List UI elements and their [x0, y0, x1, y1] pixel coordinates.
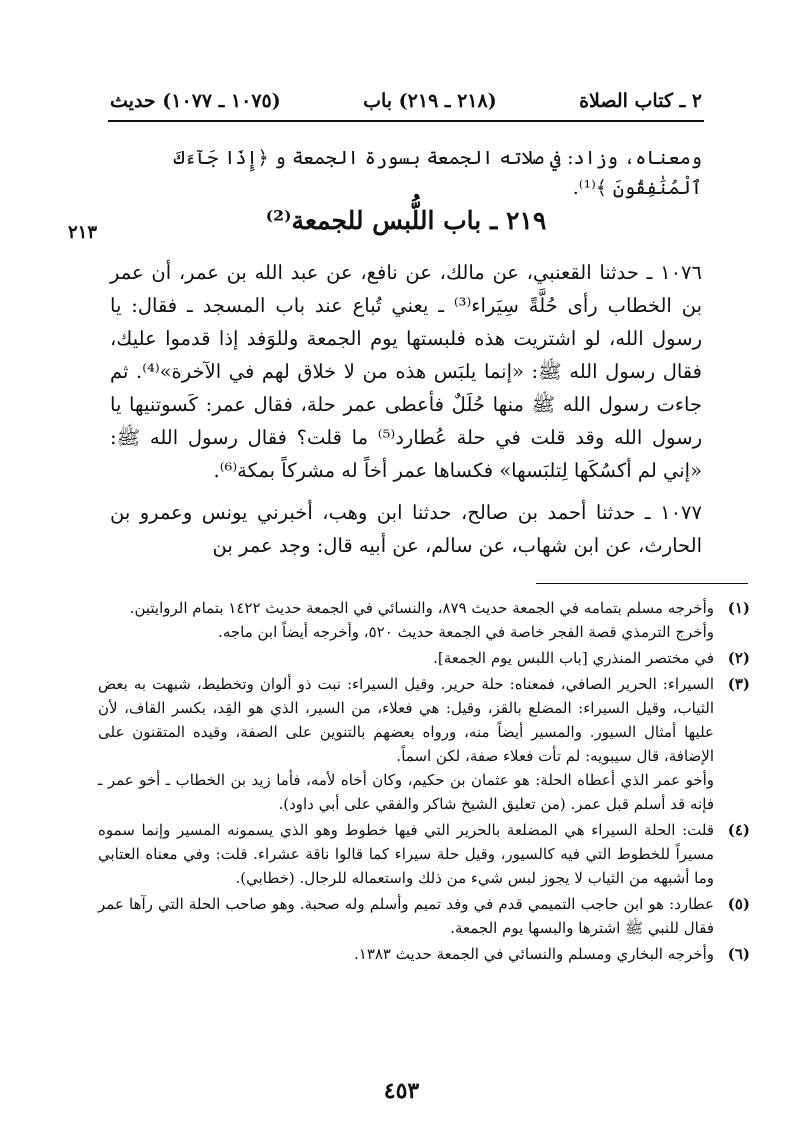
margin-number: ٢١٣: [68, 222, 98, 243]
footnote-text: وأخرج الترمذي قصة الفجر خاصة في الجمعة حديث ٥٢٠، وأخرجه أيضاً ابن ماجه.: [218, 623, 714, 641]
footnote-2: [98, 646, 750, 670]
footnote-number: (٥): [727, 895, 750, 913]
page-number: ٤٥٣: [383, 1078, 420, 1104]
footnote-3: [98, 672, 750, 816]
footnote-4: [98, 818, 750, 890]
footnote-6: [98, 942, 750, 966]
footnote-number: (٣): [727, 675, 750, 693]
footnote-divider: [536, 583, 748, 584]
section-title: ٢١٩ ـ باب اللُّبس للجمعة⁽²⁾: [265, 206, 547, 235]
footnote-text: قلت: الحلة السيراء هي المضلعة بالحرير التي فيها خطوط وهو الذي يسمونه المسير وإنما سموه مسيراً للخطوط التي فيه كالسيور، وقيل حلة سيراء كما قالوا ناقة عشراء. قلت: وفي معناه العتابي وما أشبهه من الثياب لا يجوز لبس شيء من ذلك واستعماله للرجال. (خطابي).: [98, 821, 714, 887]
footnote-text: عطارد: هو ابن حاجب التميمي قدم في وفد تميم وأسلم وله صحبة. وهو صاحب الحلة التي رآها عمر فقال للنبي ﷺ اشترها والبسها يوم الجمعة.: [98, 895, 714, 937]
hadith-1076: ١٠٧٦ ـ حدثنا القعنبي، عن مالك، عن نافع، عن عبد الله بن عمر، أن عمر بن الخطاب رأى حُلَّةً سِيَراء⁽³⁾ ـ يعني تُباع عند باب المسجد ـ فقال: يا رسول الله، لو اشتريت هذه فلبستها يوم الجمعة وللوَفد إذا قدموا عليك، فقال رسول الله ﷺ: «إنما يلبَس هذه من لا خلاق لهم في الآخرة»⁽⁴⁾. ثم جاءت رسول الله ﷺ منها حُلَلٌ فأعطى عمر حلة، فقال عمر: كَسوتنيها يا رسول الله وقد قلت في حلة عُطارد⁽⁵⁾ ما قلت؟ فقال رسول الله ﷺ: «إني لم أكسُكَها لِتلبَسها» فكساها عمر أخاً له مشركاً بمكة⁽⁶⁾.: [110, 261, 702, 482]
footnote-text: وأخو عمر الذي أعطاه الحلة: هو عثمان بن حكيم، وكان أخاه لأمه، فأما زيد بن الخطاب ـ أخو عمر ـ فإنه قد أسلم قبل عمر. (من تعليق الشيخ شاكر والفقي على أبي داود).: [98, 771, 714, 813]
header-divider: [108, 120, 704, 122]
footnote-number: (١): [727, 599, 750, 617]
footnote-number: (٤): [727, 821, 750, 839]
footnote-1: [98, 596, 750, 644]
footnote-text: وأخرجه مسلم بتمامه في الجمعة حديث ٨٧٩، والنسائي في الجمعة حديث ١٤٢٢ بتمام الروايتين.: [129, 599, 714, 617]
footnote-text: وأخرجه البخاري ومسلم والنسائي في الجمعة حديث ١٣٨٣.: [353, 945, 714, 963]
footnote-text: السيراء: الحرير الصافي، فمعناه: حلة حرير. وقيل السيراء: نبت ذو ألوان وتخطيط، شبهت به بعض الثياب، وقيل السيراء: المضلع بالقز، وقيل: هي فعلاء، من السير، الذي هو القِد، بكسر القاف، لأن عليها أمثال السيور. والمسير أيضاً منه، ورواه بعضهم بالتنوين على الصفة، وقيده المتقنون على الإضافة، قال سيبويه: لم تأت فعلاء صفة، لكن اسماً.: [98, 675, 714, 765]
header-book-title: ٢ ـ كتاب الصلاة: [579, 90, 702, 112]
running-header: [110, 86, 702, 116]
hadith-1077: ١٠٧٧ ـ حدثنا أحمد بن صالح، حدثنا ابن وهب، أخبرني يونس وعمرو بن الحارث، عن ابن شهاب، عن سالم، عن أبيه قال: وجد عمر بن: [110, 501, 702, 557]
header-chapter-range: (٢١٨ ـ ٢١٩) باب: [363, 90, 497, 112]
footnote-5: [98, 892, 750, 940]
footnote-number: (٢): [727, 649, 750, 667]
footnote-text: في مختصر المنذري [باب اللبس يوم الجمعة].: [433, 649, 714, 667]
footnotes: [98, 596, 750, 968]
footnote-number: (٦): [727, 945, 750, 963]
header-hadith-range: (١٠٧٥ ـ ١٠٧٧) حديث: [110, 90, 281, 112]
intro-line: ومعناه، وزاد: في صلاته الجمعة بسورة الجمعة و ﴿إِذَا جَآءَكَ ٱلْمُنَٰفِقُونَ ﴾⁽¹⁾.: [173, 147, 702, 199]
